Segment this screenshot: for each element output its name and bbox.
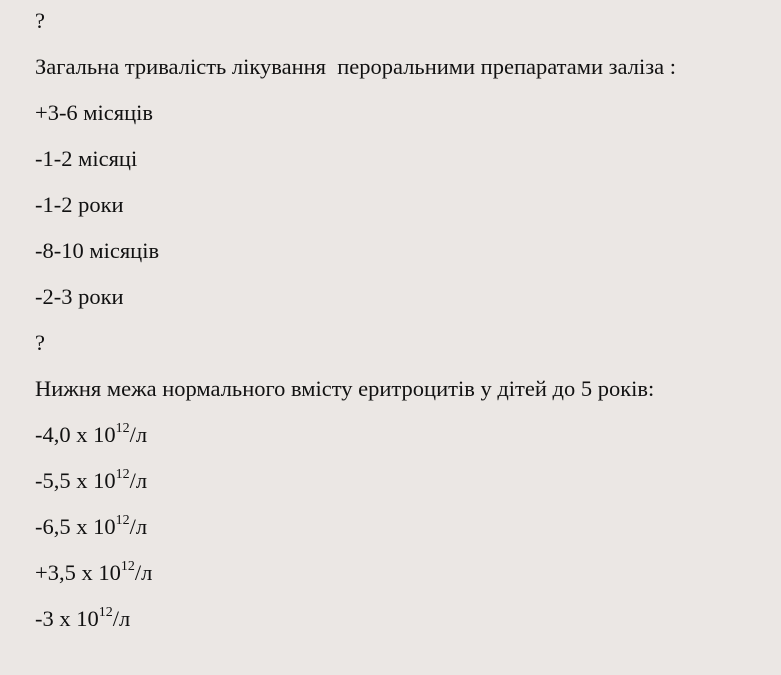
answer-unit: /л: [129, 468, 148, 493]
answer-option: -8-10 місяців: [35, 238, 160, 263]
answer-option: -1-2 роки: [35, 192, 124, 217]
question-text: Загальна тривалість лікування пероральними препаратами заліза :: [35, 54, 676, 79]
answer-exponent: 12: [115, 466, 130, 482]
answer-option: [35, 550, 775, 596]
answer-unit: /л: [112, 606, 131, 631]
answer-option: +3-6 місяців: [35, 100, 154, 125]
question-marker: ?: [35, 8, 45, 33]
answer-value: -3 х 10: [35, 606, 99, 631]
question-text: Нижня межа нормального вмісту еритроцитів у дітей до 5 років:: [35, 376, 655, 401]
answer-option: [35, 596, 775, 642]
answer-option: -1-2 місяці: [35, 146, 138, 171]
answer-exponent: 12: [98, 604, 113, 620]
answer-unit: /л: [129, 422, 148, 447]
answer-exponent: 12: [115, 512, 130, 528]
answer-option: [35, 458, 775, 504]
answer-option: [35, 504, 775, 550]
answer-option: -2-3 роки: [35, 284, 124, 309]
answer-unit: /л: [129, 514, 148, 539]
answer-option: [35, 412, 775, 458]
answer-unit: /л: [134, 560, 153, 585]
answer-value: -5,5 х 10: [35, 468, 116, 493]
answer-value: -6,5 х 10: [35, 514, 116, 539]
answer-value: +3,5 х 10: [35, 560, 121, 585]
answer-exponent: 12: [120, 558, 135, 574]
answer-value: -4,0 х 10: [35, 422, 116, 447]
question-marker: ?: [35, 330, 45, 355]
test-document: [35, 0, 775, 642]
answer-exponent: 12: [115, 420, 130, 436]
